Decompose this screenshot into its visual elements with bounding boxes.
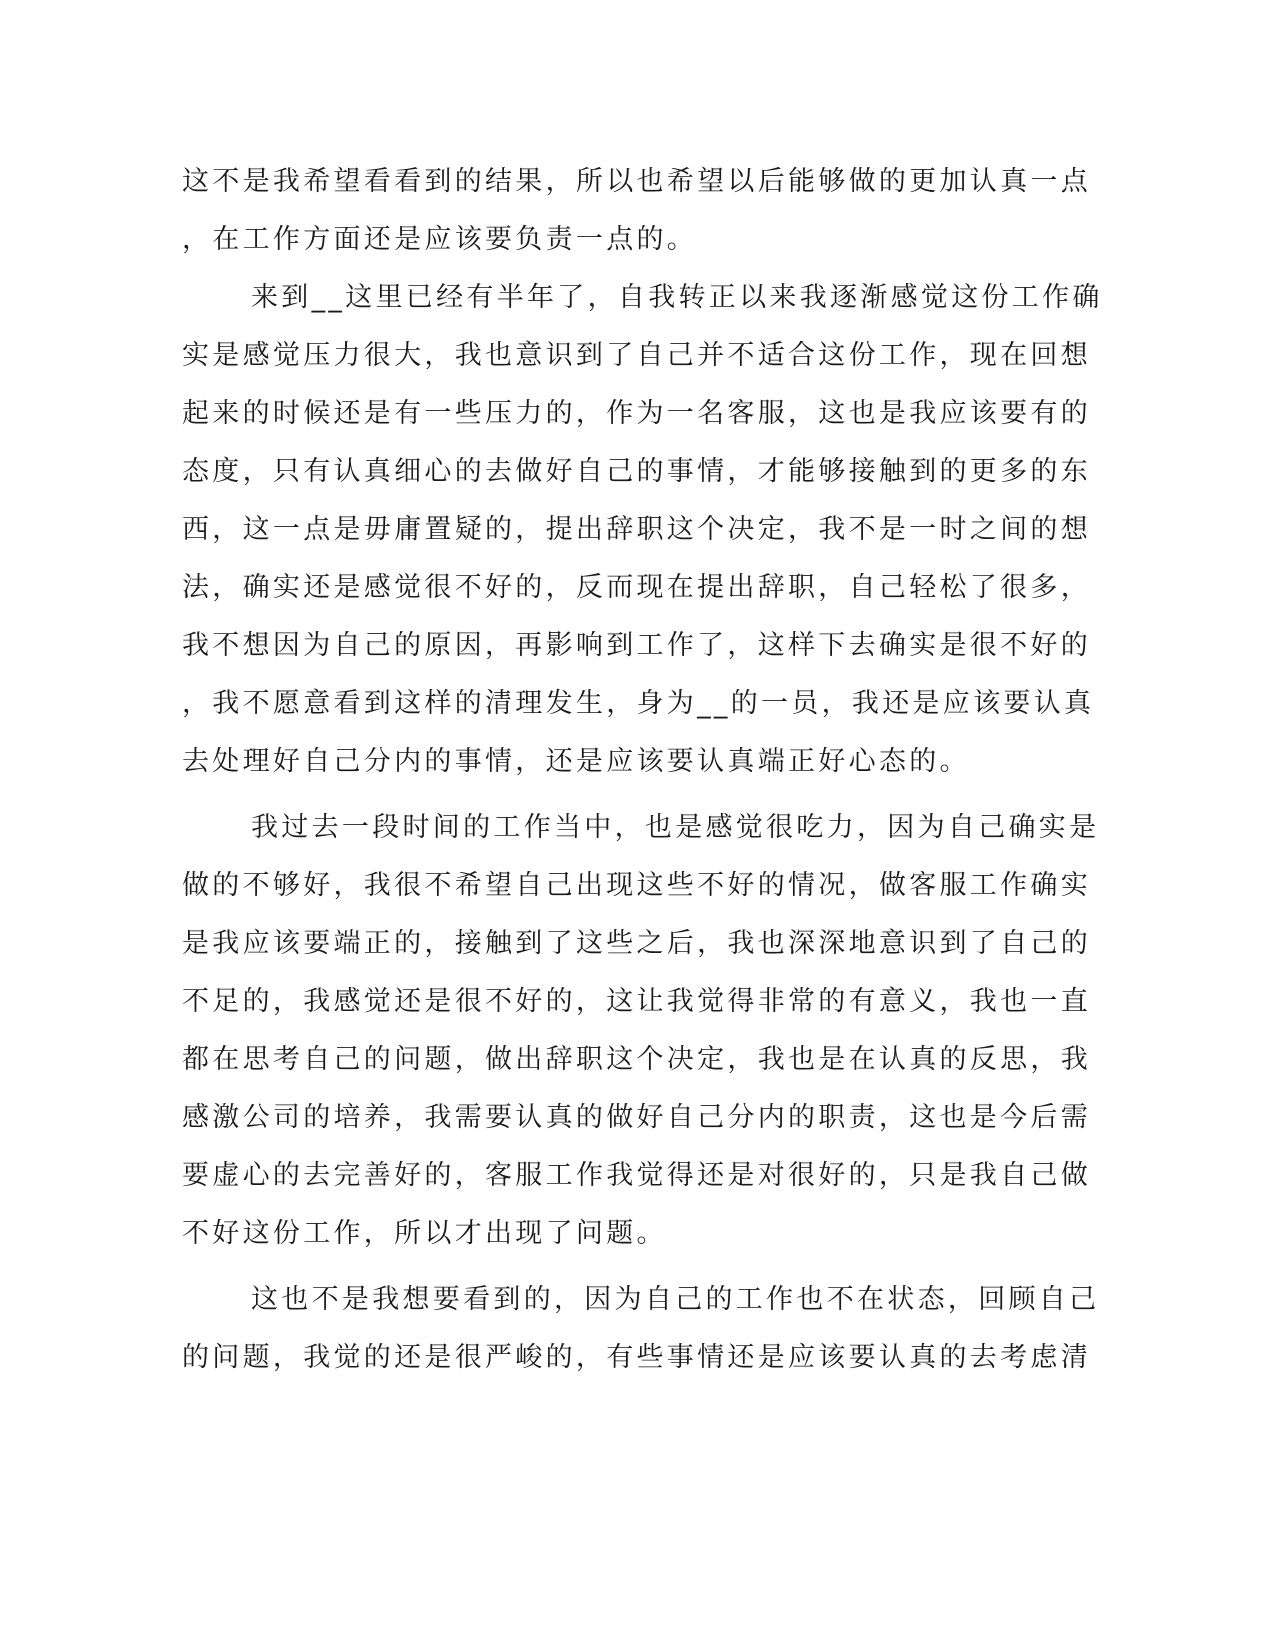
text-line: 实是感觉压力很大，我也意识到了自己并不适合这份工作，现在回想 [182,340,1091,371]
text-line: 要虚心的去完善好的，客服工作我觉得还是对很好的，只是我自己做 [182,1160,1091,1191]
text-line: 态度，只有认真细心的去做好自己的事情，才能够接触到的更多的东 [182,456,1091,487]
text-line: 不足的，我感觉还是很不好的，这让我觉得非常的有意义，我也一直 [182,986,1091,1017]
text-line: 我不想因为自己的原因，再影响到工作了，这样下去确实是很不好的 [182,630,1091,661]
text-line: 法，确实还是感觉很不好的，反而现在提出辞职，自己轻松了很多， [182,572,1091,603]
text-line: 西，这一点是毋庸置疑的，提出辞职这个决定，我不是一时之间的想 [182,514,1091,545]
text-line: 去处理好自己分内的事情，还是应该要认真端正好心态的。 [182,746,970,777]
text-line: 是我应该要端正的，接触到了这些之后，我也深深地意识到了自己的 [182,928,1091,959]
paragraph-first-line: 来到__这里已经有半年了，自我转正以来我逐渐感觉这份工作确 [251,282,1103,313]
paragraph-first-line: 这也不是我想要看到的，因为自己的工作也不在状态，回顾自己 [251,1284,1100,1315]
paragraph-first-line: 我过去一段时间的工作当中，也是感觉很吃力，因为自己确实是 [251,812,1100,843]
text-line: 的问题，我觉的还是很严峻的，有些事情还是应该要认真的去考虑清 [182,1342,1091,1373]
text-line: 这不是我希望看看到的结果，所以也希望以后能够做的更加认真一点 [182,166,1091,197]
text-line: 不好这份工作，所以才出现了问题。 [182,1218,667,1249]
text-line: 起来的时候还是有一些压力的，作为一名客服，这也是我应该要有的 [182,398,1091,429]
text-line: 都在思考自己的问题，做出辞职这个决定，我也是在认真的反思，我 [182,1044,1091,1075]
text-line: ，我不愿意看到这样的清理发生，身为__的一员，我还是应该要认真 [182,688,1095,719]
text-line: 做的不够好，我很不希望自己出现这些不好的情况，做客服工作确实 [182,870,1091,901]
text-line: 感激公司的培养，我需要认真的做好自己分内的职责，这也是今后需 [182,1102,1091,1133]
text-line: ，在工作方面还是应该要负责一点的。 [182,224,698,255]
